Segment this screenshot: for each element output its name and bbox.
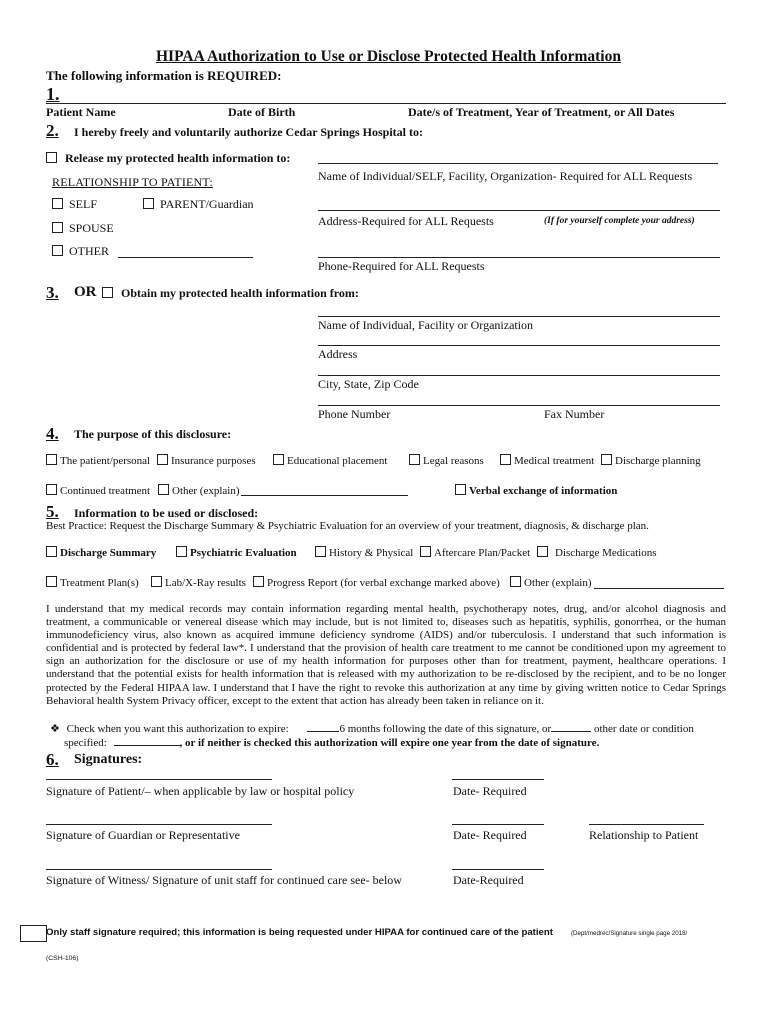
source-name-label: Name of Individual, Facility or Organization xyxy=(318,318,534,332)
legal-checkbox[interactable] xyxy=(409,454,420,465)
info-other-line[interactable] xyxy=(594,588,724,589)
witness-signature-label: Signature of Witness/ Signature of unit staff for continued care see- below xyxy=(46,873,402,887)
purpose-other[interactable] xyxy=(158,484,240,497)
guardian-date-line[interactable] xyxy=(452,824,544,825)
info-treatment-plan[interactable] xyxy=(46,576,139,589)
relationship-label: Relationship to Patient xyxy=(589,828,699,842)
guardian-signature-label: Signature of Guardian or Representative xyxy=(46,828,240,842)
witness-date-label: Date-Required xyxy=(453,873,524,887)
personal-label: The patient/personal xyxy=(60,455,151,467)
purpose-other-label: Other (explain) xyxy=(172,485,240,497)
discharge-meds-checkbox[interactable] xyxy=(537,546,548,557)
guardian-signature-line[interactable] xyxy=(46,824,272,825)
source-address-label: Address xyxy=(318,347,358,361)
relationship-heading: RELATIONSHIP TO PATIENT: xyxy=(52,175,213,189)
medical-checkbox[interactable] xyxy=(500,454,511,465)
witness-date-line[interactable] xyxy=(452,869,544,870)
info-history[interactable] xyxy=(315,546,413,559)
treatment-plan-label: Treatment Plan(s) xyxy=(60,577,139,589)
purpose-medical[interactable] xyxy=(500,454,594,467)
insurance-label: Insurance purposes xyxy=(171,455,256,467)
aftercare-checkbox[interactable] xyxy=(420,546,431,557)
patient-name-label: Patient Name xyxy=(46,105,116,119)
progress-checkbox[interactable] xyxy=(253,576,264,587)
rel-parent-option[interactable] xyxy=(143,197,254,212)
psych-eval-label: Psychiatric Evaluation xyxy=(190,547,297,559)
release-label: Release my protected health information to: xyxy=(65,151,291,165)
purpose-legal[interactable] xyxy=(409,454,484,467)
specified-label: specified: xyxy=(64,737,107,749)
verbal-label: Verbal exchange of information xyxy=(469,485,618,497)
medical-label: Medical treatment xyxy=(514,455,595,467)
treatment-dates-label: Date/s of Treatment, Year of Treatment, or All Dates xyxy=(408,105,675,119)
release-option[interactable] xyxy=(46,151,290,166)
info-discharge-summary[interactable] xyxy=(46,546,156,559)
parent-checkbox[interactable] xyxy=(143,198,154,209)
patient-date-line[interactable] xyxy=(452,779,544,780)
purpose-education[interactable] xyxy=(273,454,387,467)
dept-note: (Dept/medrec/Signature single page 2018/ xyxy=(571,930,688,937)
recipient-address-line[interactable] xyxy=(318,210,720,211)
purpose-heading: The purpose of this disclosure: xyxy=(74,427,232,441)
lab-label: Lab/X-Ray results xyxy=(165,577,246,589)
discharge-meds-label: Discharge Medications xyxy=(555,547,657,559)
aftercare-label: Aftercare Plan/Packet xyxy=(434,547,531,559)
other-checkbox[interactable] xyxy=(52,245,63,256)
source-city-line[interactable] xyxy=(318,375,720,376)
other-relationship-line[interactable] xyxy=(118,257,253,258)
treatment-plan-checkbox[interactable] xyxy=(46,576,57,587)
info-heading: Information to be used or disclosed: xyxy=(74,506,259,520)
patient-signature-label: Signature of Patient/– when applicable by law or hospital policy xyxy=(46,784,355,798)
specified-blank[interactable] xyxy=(114,736,180,746)
info-other-label: Other (explain) xyxy=(524,577,592,589)
discharge-label: Discharge planning xyxy=(615,455,701,467)
staff-signature-box[interactable] xyxy=(20,925,47,942)
source-name-line[interactable] xyxy=(318,316,720,317)
rel-spouse-option[interactable] xyxy=(52,221,114,236)
purpose-continued[interactable] xyxy=(46,484,150,497)
education-label: Educational placement xyxy=(287,455,388,467)
discharge-summary-checkbox[interactable] xyxy=(46,546,57,557)
discharge-checkbox[interactable] xyxy=(601,454,612,465)
rel-other-option[interactable] xyxy=(52,244,109,259)
purpose-discharge[interactable] xyxy=(601,454,701,467)
authorize-text: I hereby freely and voluntarily authorize Cedar Springs Hospital to: xyxy=(74,125,424,139)
purpose-other-checkbox[interactable] xyxy=(158,484,169,495)
discharge-summary-label: Discharge Summary xyxy=(60,547,157,559)
source-fax-label: Fax Number xyxy=(544,407,605,421)
expire-line-2 xyxy=(64,736,599,749)
verbal-checkbox[interactable] xyxy=(455,484,466,495)
source-city-label: City, State, Zip Code xyxy=(318,377,419,391)
section-6-number: 6. xyxy=(46,750,59,769)
purpose-personal[interactable] xyxy=(46,454,150,467)
best-practice-note: Best Practice: Request the Discharge Summary & Psychiatric Evaluation for an overview of your treatment, diagnosis, & discharge plan. xyxy=(46,520,649,532)
info-aftercare[interactable] xyxy=(420,546,530,559)
recipient-address-label: Address-Required for ALL Requests xyxy=(318,214,494,228)
rel-self-option[interactable] xyxy=(52,197,97,212)
section-2-number: 2. xyxy=(46,121,59,140)
purpose-other-line[interactable] xyxy=(241,495,408,496)
other-label: OTHER xyxy=(69,244,109,258)
patient-info-line[interactable] xyxy=(46,103,726,104)
patient-signature-line[interactable] xyxy=(46,779,272,780)
obtain-checkbox[interactable] xyxy=(102,287,113,298)
section-4-number: 4. xyxy=(46,424,59,443)
staff-note: Only staff signature required; this information is being requested under HIPAA for continued care of the patient xyxy=(46,927,553,938)
expire-line-1 xyxy=(50,722,694,735)
section-5-number: 5. xyxy=(46,502,59,521)
expire-default-note: , or if neither is checked this authorization will expire one year from the date of signature. xyxy=(179,737,600,749)
recipient-phone-label: Phone-Required for ALL Requests xyxy=(318,259,485,273)
legal-label: Legal reasons xyxy=(423,455,484,467)
education-checkbox[interactable] xyxy=(273,454,284,465)
spouse-checkbox[interactable] xyxy=(52,222,63,233)
witness-signature-line[interactable] xyxy=(46,869,272,870)
personal-checkbox[interactable] xyxy=(46,454,57,465)
info-psych-eval[interactable] xyxy=(176,546,297,559)
spouse-label: SPOUSE xyxy=(69,221,114,235)
or-label: OR xyxy=(74,284,97,300)
page-title: HIPAA Authorization to Use or Disclose Protected Health Information xyxy=(156,48,621,65)
expire-instruction: Check when you want this authorization to expire: xyxy=(66,723,289,735)
psych-eval-checkbox[interactable] xyxy=(176,546,187,557)
patient-date-label: Date- Required xyxy=(453,784,527,798)
history-label: History & Physical xyxy=(329,547,414,559)
source-phone-line[interactable] xyxy=(318,405,720,406)
parent-label: PARENT/Guardian xyxy=(160,197,254,211)
six-month-blank[interactable] xyxy=(307,722,339,732)
address-note: (If for yourself complete your address) xyxy=(544,216,695,226)
form-id: (CSH-106) xyxy=(46,955,79,962)
info-lab[interactable] xyxy=(151,576,246,589)
release-checkbox[interactable] xyxy=(46,152,57,163)
relationship-line[interactable] xyxy=(589,824,704,825)
dob-label: Date of Birth xyxy=(228,105,296,119)
source-address-line[interactable] xyxy=(318,345,720,346)
insurance-checkbox[interactable] xyxy=(157,454,168,465)
recipient-name-label: Name of Individual/SELF, Facility, Organization- Required for ALL Requests xyxy=(318,169,693,183)
continued-label: Continued treatment xyxy=(60,485,151,497)
info-discharge-meds[interactable] xyxy=(537,546,657,559)
self-checkbox[interactable] xyxy=(52,198,63,209)
six-month-label: 6 months following the date of this signature, or xyxy=(339,723,552,735)
info-other[interactable] xyxy=(510,576,592,589)
other-date-label: other date or condition xyxy=(593,723,694,735)
consent-paragraph: I understand that my medical records may contain information regarding mental health, psychotherapy notes, drug, and/or alcohol diagnosis and treatment, a communicable or venereal disease which may include, but is not limited to, diseases such as hepatitis, syphilis, gonorrhea, or the human immunodeficiency virus, also known as acquired immune deficiency syndrome (AIDS) and/or tuberculosis. I understand that such information is confidential and is protected by federal law*. I understand that the provision of health care treatment to me cannot be conditioned upon my agreement to sign an authorization for the disclosure or use of my health information for purposes other than for treatment, payment, healthcare operations. I understand that the potential exists for health information that is released with my authorization to be re-disclosed by the recipient, and to be no longer protected by the Federal HIPAA law. I understand that I have the right to revoke this authorization at any time by giving written notice to Cedar Springs Behavioral health System Privacy officer, except to the extent that action has already been taken in reliance on it. xyxy=(46,603,726,707)
expire-bullet-icon: ❖ xyxy=(50,723,60,735)
guardian-date-label: Date- Required xyxy=(453,828,527,842)
section-3-number: 3. xyxy=(46,283,59,302)
info-other-checkbox[interactable] xyxy=(510,576,521,587)
section-1-number: 1. xyxy=(46,84,60,104)
history-checkbox[interactable] xyxy=(315,546,326,557)
lab-checkbox[interactable] xyxy=(151,576,162,587)
self-label: SELF xyxy=(69,197,98,211)
obtain-label: Obtain my protected health information from: xyxy=(121,286,359,300)
purpose-verbal[interactable] xyxy=(455,484,617,497)
signatures-heading: Signatures: xyxy=(74,752,143,767)
continued-checkbox[interactable] xyxy=(46,484,57,495)
source-phone-label: Phone Number xyxy=(318,407,391,421)
other-date-blank[interactable] xyxy=(551,722,591,732)
obtain-option[interactable] xyxy=(102,286,359,301)
recipient-name-line[interactable] xyxy=(318,163,718,164)
recipient-phone-line[interactable] xyxy=(318,257,720,258)
required-note: The following information is REQUIRED: xyxy=(46,68,282,83)
progress-label: Progress Report (for verbal exchange marked above) xyxy=(267,577,500,589)
purpose-insurance[interactable] xyxy=(157,454,256,467)
info-progress[interactable] xyxy=(253,576,500,589)
